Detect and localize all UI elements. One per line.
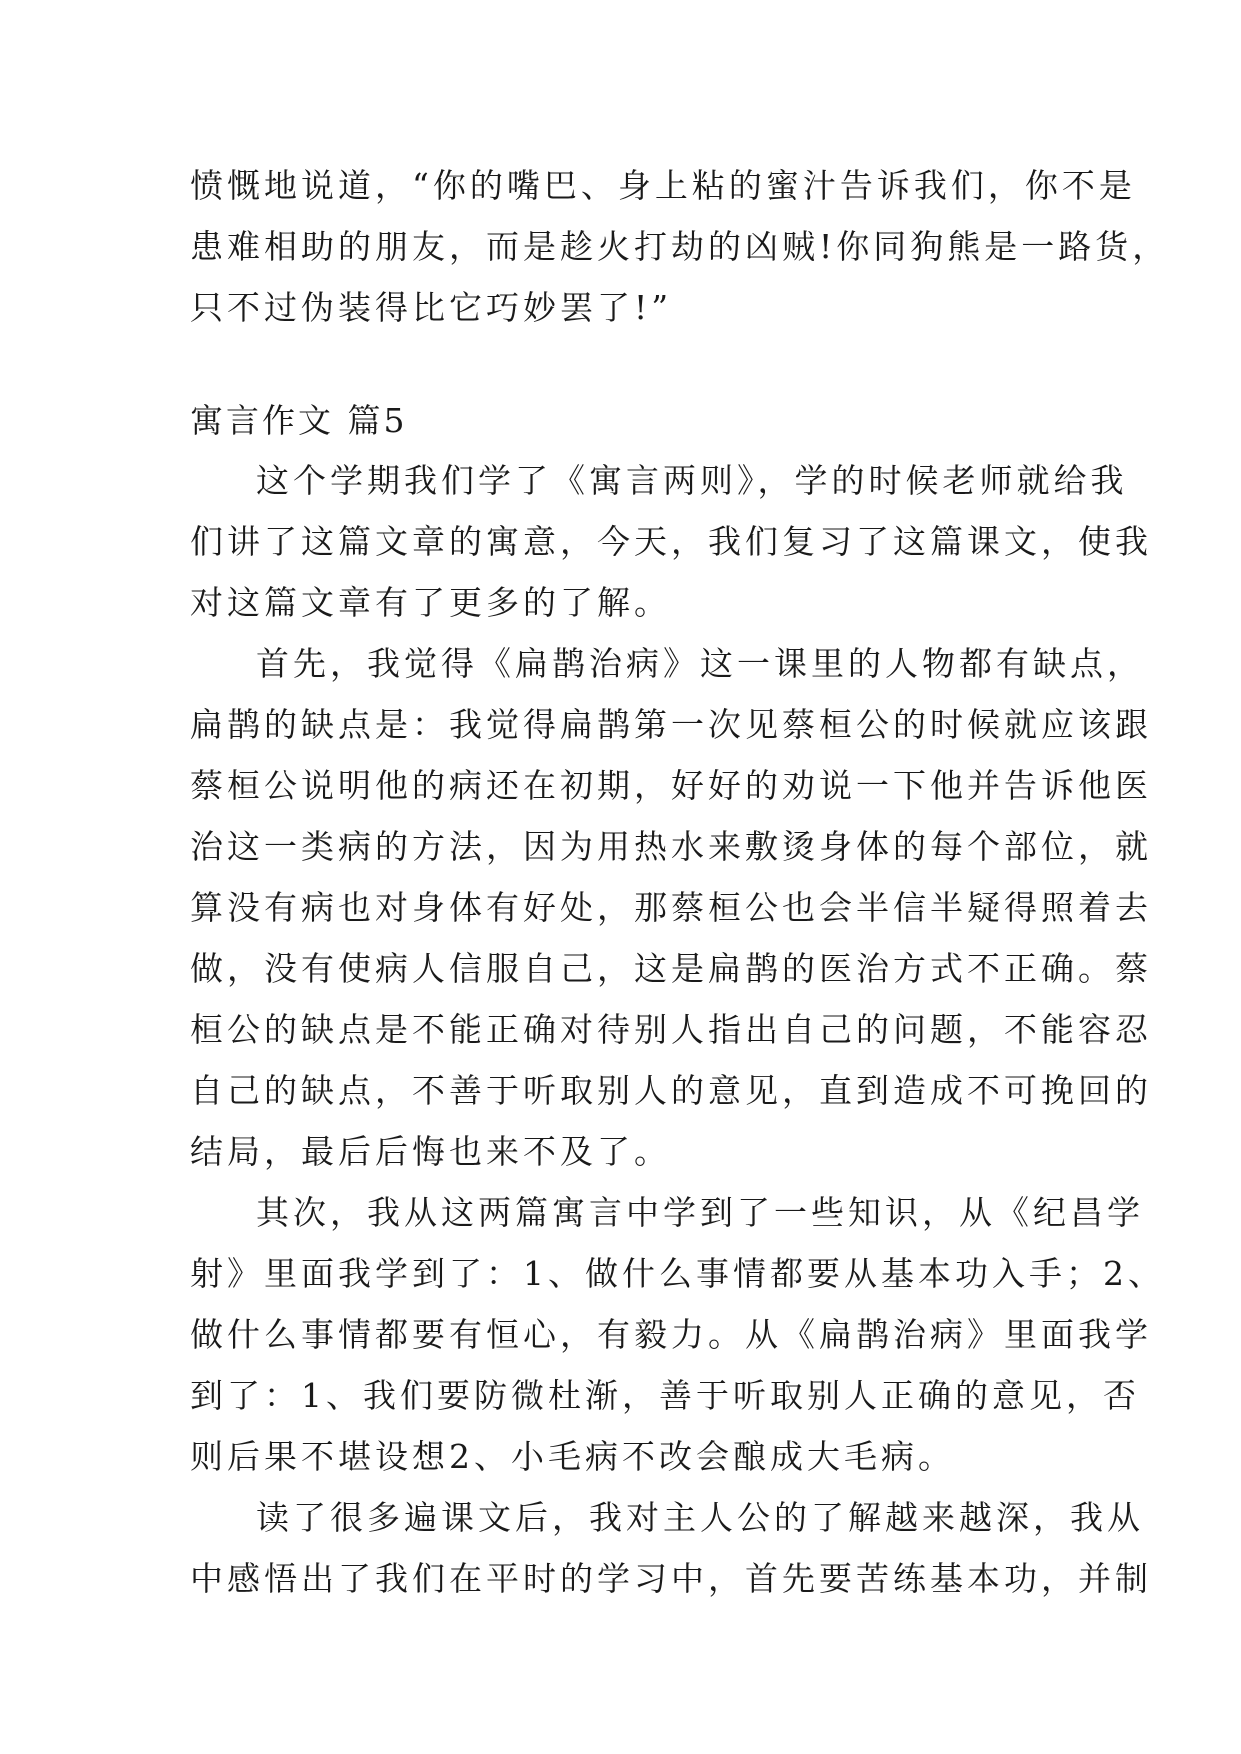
document-body: [190, 155, 1170, 1609]
text-line: 扁鹊的缺点是：我觉得扁鹊第一次见蔡桓公的时候就应该跟: [190, 705, 1152, 744]
paragraph-first-line: 首先，我觉得《扁鹊治病》这一课里的人物都有缺点，: [256, 644, 1144, 683]
text-line: 桓公的缺点是不能正确对待别人指出自己的问题，不能容忍: [190, 1010, 1152, 1049]
text-line: 只不过伪装得比它巧妙罢了!”: [190, 288, 673, 327]
text-line: 算没有病也对身体有好处，那蔡桓公也会半信半疑得照着去: [190, 888, 1152, 927]
section-heading: 寓言作文 篇5: [190, 401, 408, 440]
text-line: 对这篇文章有了更多的了解。: [190, 583, 671, 622]
paragraph-first-line: 读了很多遍课文后，我对主人公的了解越来越深，我从: [256, 1498, 1144, 1537]
text-line: 蔡桓公说明他的病还在初期，好好的劝说一下他并告诉他医: [190, 766, 1152, 805]
text-line: 做，没有使病人信服自己，这是扁鹊的医治方式不正确。蔡: [190, 949, 1152, 988]
text-line: 结局，最后后悔也来不及了。: [190, 1132, 671, 1171]
text-line: 做什么事情都要有恒心，有毅力。从《扁鹊治病》里面我学: [190, 1315, 1152, 1354]
text-line: 中感悟出了我们在平时的学习中，首先要苦练基本功，并制: [190, 1559, 1152, 1598]
text-line: 们讲了这篇文章的寓意，今天，我们复习了这篇课文，使我: [190, 522, 1152, 561]
text-line: 愤慨地说道，“你的嘴巴、身上粘的蜜汁告诉我们，你不是: [190, 166, 1136, 205]
paragraph-first-line: 其次，我从这两篇寓言中学到了一些知识，从《纪昌学: [256, 1193, 1144, 1232]
text-line: 到了：1、我们要防微杜渐，善于听取别人正确的意见，否: [190, 1376, 1140, 1415]
text-line: 射》里面我学到了：1、做什么事情都要从基本功入手；2、: [190, 1254, 1165, 1293]
text-line: 患难相助的朋友，而是趁火打劫的凶贼!你同狗熊是一路货，: [190, 227, 1170, 266]
text-line: 则后果不堪设想2、小毛病不改会酿成大毛病。: [190, 1437, 955, 1476]
paragraph-first-line: 这个学期我们学了《寓言两则》，学的时候老师就给我: [256, 461, 1128, 500]
text-line: 自己的缺点，不善于听取别人的意见，直到造成不可挽回的: [190, 1071, 1152, 1110]
text-line: 治这一类病的方法，因为用热水来敷烫身体的每个部位，就: [190, 827, 1152, 866]
